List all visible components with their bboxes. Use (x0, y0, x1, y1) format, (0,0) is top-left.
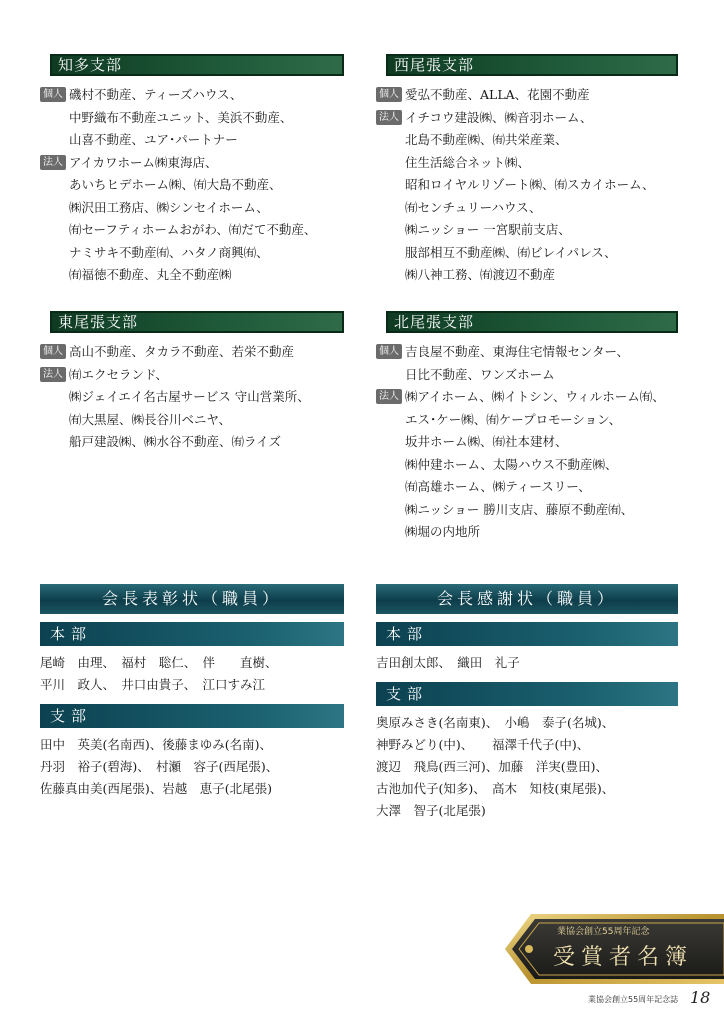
group-individual (40, 84, 344, 152)
corner-title: 受賞者名簿 (553, 945, 694, 970)
entry-line: 磯村不動産、ティーズハウス、 (69, 87, 243, 102)
individual-badge: 個人 (376, 344, 402, 359)
corner-subtitle: 業協会創立55周年記念 (557, 927, 650, 937)
entry-line: イチコウ建設㈱、㈱音羽ホーム、 (405, 109, 593, 125)
name-line: 田中 英美(名南西)、後藤まゆみ(名南)、 (40, 737, 273, 752)
entry-line: ㈲エクセランド、 (69, 366, 168, 382)
branch-chita (40, 54, 344, 287)
award-title: 会長表彰状（職員） (40, 584, 344, 614)
branch-higashi-owari (40, 311, 344, 454)
entry-line: ㈲セーフティホームおがわ、㈲だて不動産、 (69, 222, 317, 237)
entry-line: 中野織布不動産ユニット、美浜不動産、 (69, 109, 293, 125)
group-corporate (376, 107, 678, 287)
branch-title: 知多支部 (40, 54, 344, 76)
corporate-badge: 法人 (376, 389, 402, 404)
entry-line: 山喜不動産、ユア･パートナー (69, 132, 238, 147)
award-appreciation (376, 584, 678, 822)
corporate-badge: 法人 (40, 155, 66, 170)
group-individual (40, 341, 344, 364)
entry-line: ㈲福徳不動産、丸全不動産㈱ (69, 267, 232, 282)
section-branches: 支部 (376, 682, 678, 706)
entry-line: 高山不動産、タカラ不動産、若栄不動産 (69, 344, 295, 359)
entry-line: ㈱アイホーム、㈱イトシン、ウィルホーム㈲、 (405, 389, 665, 404)
entry-line: ㈱堀の内地所 (405, 524, 481, 539)
entry-line: ㈲高雄ホーム、㈱ティースリー、 (405, 479, 591, 494)
name-line: 奥原みさき(名南東)、 小嶋 泰子(名城)、 (376, 715, 615, 730)
entry-line: 坂井ホーム㈱、㈲社本建材、 (405, 434, 568, 449)
branch-nishi-owari (376, 54, 678, 287)
name-line: 大澤 智子(北尾張) (376, 803, 486, 818)
corporate-badge: 法人 (376, 110, 402, 125)
entry-line: ㈲センチュリーハウス、 (405, 199, 542, 215)
name-line: 丹羽 裕子(碧海)、 村瀬 容子(西尾張)、 (40, 759, 279, 774)
entry-line: 愛弘不動産、ALLA、花園不動産 (405, 87, 590, 102)
entry-line: 昭和ロイヤルリゾート㈱、㈲スカイホーム、 (405, 177, 655, 192)
award-title: 会長感謝状（職員） (376, 584, 678, 614)
group-corporate (40, 364, 344, 454)
branch-kita-owari (376, 311, 678, 544)
individual-badge: 個人 (40, 87, 66, 102)
individual-badge: 個人 (40, 344, 66, 359)
footer-publication: 業協会創立55周年記念誌 (588, 995, 679, 1004)
name-line: 古池加代子(知多)、 高木 知枝(東尾張)、 (376, 781, 615, 796)
entry-line: アイカワホーム㈱東海店、 (69, 154, 218, 170)
corporate-badge: 法人 (40, 367, 66, 382)
name-line: 平川 政人、 井口由貴子、 江口すみ江 (40, 677, 266, 692)
name-line: 渡辺 飛鳥(西三河)、加藤 洋実(豊田)、 (376, 759, 609, 774)
entry-line: ㈱八神工務、㈲渡辺不動産 (405, 267, 556, 282)
entry-line: 日比不動産、ワンズホーム (405, 366, 555, 382)
group-corporate (376, 386, 678, 544)
name-line: 尾崎 由理、 福村 聡仁、 伴 直樹、 (40, 655, 278, 670)
entry-line: ㈱ニッショー 勝川支店、藤原不動産㈲、 (405, 501, 634, 517)
entry-line: 吉良屋不動産、東海住宅情報センター、 (405, 344, 630, 359)
group-corporate (40, 152, 344, 287)
branch-title: 北尾張支部 (376, 311, 678, 333)
section-head-office: 本部 (376, 622, 678, 646)
entry-line: ㈲大黒屋、㈱長谷川ベニヤ、 (69, 411, 232, 427)
group-individual (376, 84, 678, 107)
entry-line: ㈱仲建ホーム、太陽ハウス不動産㈱、 (405, 456, 618, 472)
entry-line: ㈱沢田工務店、㈱シンセイホーム、 (69, 199, 269, 215)
name-line: 吉田創太郎、 織田 礼子 (376, 655, 520, 670)
entry-line: あいちヒデホーム㈱、㈲大島不動産、 (69, 177, 282, 192)
corner-title-badge (503, 912, 724, 986)
entry-line: 服部相互不動産㈱、㈲ビレイパレス、 (405, 244, 617, 260)
entry-line: 船戸建設㈱、㈱水谷不動産、㈲ライズ (69, 434, 282, 449)
entry-line: ナミサキ不動産㈲、ハタノ商興㈲、 (69, 244, 269, 260)
entry-line: ㈱ニッショー 一宮駅前支店、 (405, 222, 571, 237)
section-head-office: 本部 (40, 622, 344, 646)
entry-line: エス･ケー㈱、㈲ケープロモーション、 (405, 411, 622, 427)
individual-badge: 個人 (376, 87, 402, 102)
entry-line: 北島不動産㈱、㈲共栄産業、 (405, 132, 568, 147)
branch-title: 西尾張支部 (376, 54, 678, 76)
page-number: 18 (690, 988, 711, 1007)
name-line: 神野みどり(中)、 福澤千代子(中)、 (376, 737, 590, 752)
branch-title: 東尾張支部 (40, 311, 344, 333)
section-branches: 支部 (40, 704, 344, 728)
name-line: 佐藤真由美(西尾張)、岩越 恵子(北尾張) (40, 781, 273, 796)
award-commendation (40, 584, 344, 800)
entry-line: ㈱ジェイエイ名古屋サービス 守山営業所、 (69, 389, 310, 404)
group-individual (376, 341, 678, 386)
entry-line: 住生活総合ネット㈱、 (405, 154, 531, 170)
